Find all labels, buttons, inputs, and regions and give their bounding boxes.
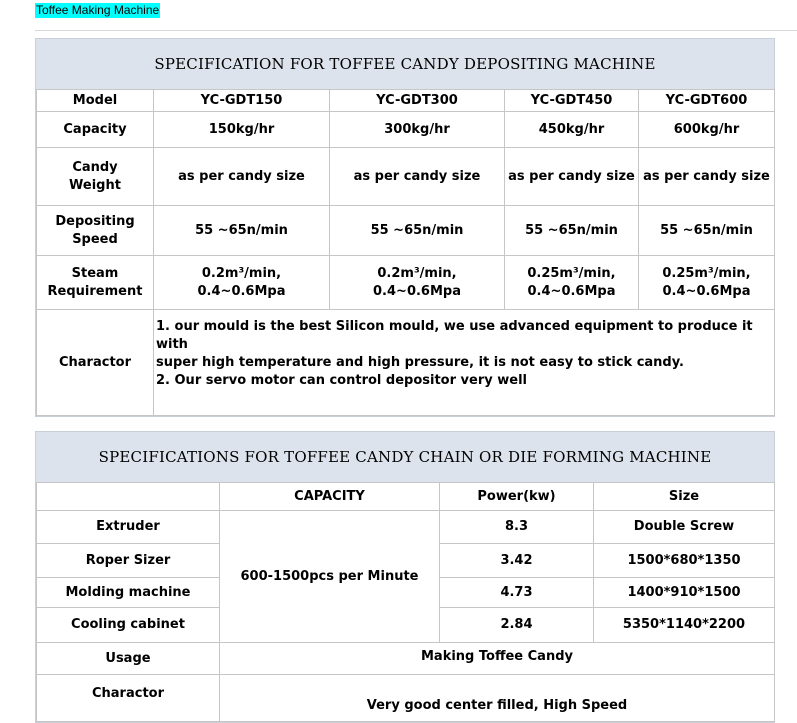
cell-weight-1: as per candy size: [154, 148, 330, 206]
cell-capacity-2: 300kg/hr: [330, 112, 505, 148]
table-row: [37, 643, 775, 675]
cell-line: 0.4~0.6Mpa: [527, 283, 616, 299]
table2-header-row: [37, 483, 775, 511]
power-molding-machine: 4.73: [440, 578, 594, 608]
table-row: [37, 511, 775, 544]
table-row: [37, 206, 775, 256]
cell-steam-2: [330, 256, 505, 310]
size-molding-machine: 1400*910*1500: [594, 578, 775, 608]
header-model-2: YC-GDT300: [330, 90, 505, 112]
table-row: [37, 148, 775, 206]
table2-grid: [36, 482, 775, 722]
power-roper-sizer: 3.42: [440, 544, 594, 578]
power-cooling-cabinet: 2.84: [440, 608, 594, 643]
label-line: Speed: [72, 231, 118, 247]
cell-line: 0.25m³/min,: [527, 265, 616, 281]
size-roper-sizer: 1500*680*1350: [594, 544, 775, 578]
power-extruder: 8.3: [440, 511, 594, 544]
cell-capacity-3: 450kg/hr: [505, 112, 639, 148]
cell-speed-4: 55 ~65n/min: [639, 206, 775, 256]
label-line: Steam: [71, 265, 119, 281]
row-label-steam-requirement: [37, 256, 154, 310]
table-row: [37, 256, 775, 310]
table1-grid: [36, 89, 775, 416]
cell-capacity-4: 600kg/hr: [639, 112, 775, 148]
row-label-capacity: Capacity: [37, 112, 154, 148]
cell-steam-1: [154, 256, 330, 310]
cell-speed-2: 55 ~65n/min: [330, 206, 505, 256]
label-line: Candy: [72, 159, 118, 175]
header-model: Model: [37, 90, 154, 112]
cell-steam-4: [639, 256, 775, 310]
cell-weight-4: as per candy size: [639, 148, 775, 206]
cell-line: 0.2m³/min,: [201, 265, 282, 281]
cell-steam-3: [505, 256, 639, 310]
cell-line: 0.4~0.6Mpa: [373, 283, 461, 299]
cell-capacity-1: 150kg/hr: [154, 112, 330, 148]
row-label-usage: Usage: [37, 643, 220, 675]
charactor-line: 1. our mould is the best Silicon mould, we use advanced equipment to produce it with: [156, 318, 753, 352]
usage-value: Making Toffee Candy: [220, 643, 775, 675]
cell-line: 0.4~0.6Mpa: [197, 283, 286, 299]
horizontal-rule: [35, 30, 797, 31]
table1-header-row: [37, 90, 775, 112]
header-size: Size: [594, 483, 775, 511]
cell-speed-3: 55 ~65n/min: [505, 206, 639, 256]
row-label-roper-sizer: Roper Sizer: [37, 544, 220, 578]
cell-weight-3: as per candy size: [505, 148, 639, 206]
label-line: Depositing: [55, 213, 135, 229]
row-label-charactor: Charactor: [37, 310, 154, 416]
header-power: Power(kw): [440, 483, 594, 511]
row-label-candy-weight: [37, 148, 154, 206]
charactor-value: Very good center filled, High Speed: [220, 675, 775, 722]
row-label-depositing-speed: [37, 206, 154, 256]
capacity-value: 600-1500pcs per Minute: [220, 511, 440, 643]
header-capacity: CAPACITY: [220, 483, 440, 511]
row-label-molding-machine: Molding machine: [37, 578, 220, 608]
label-line: Weight: [69, 177, 121, 193]
table-row: [37, 310, 775, 416]
charactor-line: super high temperature and high pressure, it is not easy to stick candy.: [156, 354, 684, 370]
cell-line: 0.25m³/min,: [662, 265, 751, 281]
charactor-description: [154, 310, 775, 416]
row-label-charactor: Charactor: [37, 675, 220, 722]
forming-machine-spec-table: [35, 431, 775, 723]
row-label-cooling-cabinet: Cooling cabinet: [37, 608, 220, 643]
page-label: Toffee Making Machine: [36, 3, 160, 17]
label-line: Requirement: [47, 283, 143, 299]
depositing-machine-spec-table: [35, 38, 775, 417]
size-cooling-cabinet: 5350*1140*2200: [594, 608, 775, 643]
header-blank: [37, 483, 220, 511]
header-model-3: YC-GDT450: [505, 90, 639, 112]
charactor-line: 2. Our servo motor can control depositor very well: [156, 372, 527, 388]
cell-weight-2: as per candy size: [330, 148, 505, 206]
size-extruder: Double Screw: [594, 511, 775, 544]
header-model-1: YC-GDT150: [154, 90, 330, 112]
cell-speed-1: 55 ~65n/min: [154, 206, 330, 256]
table-row: [37, 675, 775, 722]
row-label-extruder: Extruder: [37, 511, 220, 544]
table-row: [37, 112, 775, 148]
table1-title: SPECIFICATION FOR TOFFEE CANDY DEPOSITING MACHINE: [154, 55, 656, 73]
header-model-4: YC-GDT600: [639, 90, 775, 112]
cell-line: 0.2m³/min,: [377, 265, 457, 281]
table2-title: SPECIFICATIONS FOR TOFFEE CANDY CHAIN OR DIE FORMING MACHINE: [98, 448, 712, 466]
cell-line: 0.4~0.6Mpa: [662, 283, 751, 299]
